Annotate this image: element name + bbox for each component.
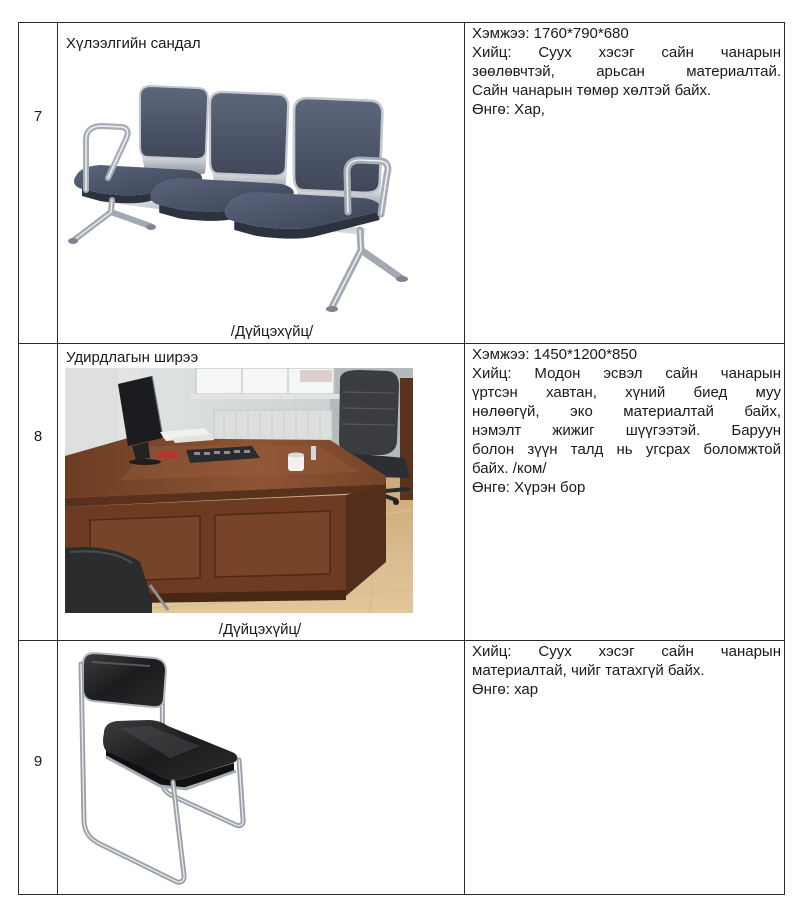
item-cell xyxy=(58,23,464,343)
spec-cell xyxy=(465,23,784,343)
item-title: Хүлээлгийн сандал xyxy=(66,35,201,52)
waiting-bench-image xyxy=(65,75,410,315)
spec-line: байх. /ком/ xyxy=(472,460,547,477)
spec-size: Хэмжээ: 1450*1200*850 xyxy=(472,346,638,363)
spec-line: нөлөөгүй, эко материалтай байх, xyxy=(472,403,781,420)
spec-line: Хийц: Суух хэсэг сайн чанарын xyxy=(472,44,781,61)
spec-size: Хэмжээ: 1760*790*680 xyxy=(472,25,629,42)
furniture-spec-table xyxy=(18,22,785,895)
spec-color: Өнгө: Хар, xyxy=(472,101,545,118)
chair-seat xyxy=(103,720,237,789)
row-number: 7 xyxy=(33,108,43,125)
spec-line: материалтай, чийг татахгүй байх. xyxy=(472,662,705,679)
item-title: Удирдлагын ширээ xyxy=(66,349,199,366)
spec-line: нэмэлт жижиг шүүгээтэй. Баруун xyxy=(472,422,781,439)
row-number-cell xyxy=(19,344,57,640)
spec-line: зөөлөвчтэй, арьсан материалтай. xyxy=(472,63,781,80)
equivalent-caption: /Дүйцэхүйц/ xyxy=(230,323,314,340)
row-number-cell xyxy=(19,641,57,894)
spec-color: Өнгө: хар xyxy=(472,681,539,698)
spec-color: Өнгө: Хүрэн бор xyxy=(472,479,586,496)
office-desk-photo xyxy=(65,368,413,613)
row-number-cell xyxy=(19,23,57,343)
visitor-chair-image xyxy=(75,650,250,890)
row-number: 9 xyxy=(33,753,43,770)
chair-backrest xyxy=(83,653,166,707)
spec-line: Хийц: Модон эсвэл сайн чанарын xyxy=(472,365,781,382)
spec-line: Хийц: Суух хэсэг сайн чанарын xyxy=(472,643,781,660)
item-cell xyxy=(58,641,464,894)
row-number: 8 xyxy=(33,428,43,445)
spec-line: Сайн чанарын төмөр хөлтэй байх. xyxy=(472,82,712,99)
spec-line: болон зүүн талд нь угсрах боломжтой xyxy=(472,441,781,458)
spec-cell xyxy=(465,641,784,894)
equivalent-caption: /Дүйцэхүйц/ xyxy=(218,621,302,638)
spec-line: үртсэн хавтан, хүний биед муу xyxy=(472,384,781,401)
spec-cell xyxy=(465,344,784,640)
item-cell xyxy=(58,344,464,640)
